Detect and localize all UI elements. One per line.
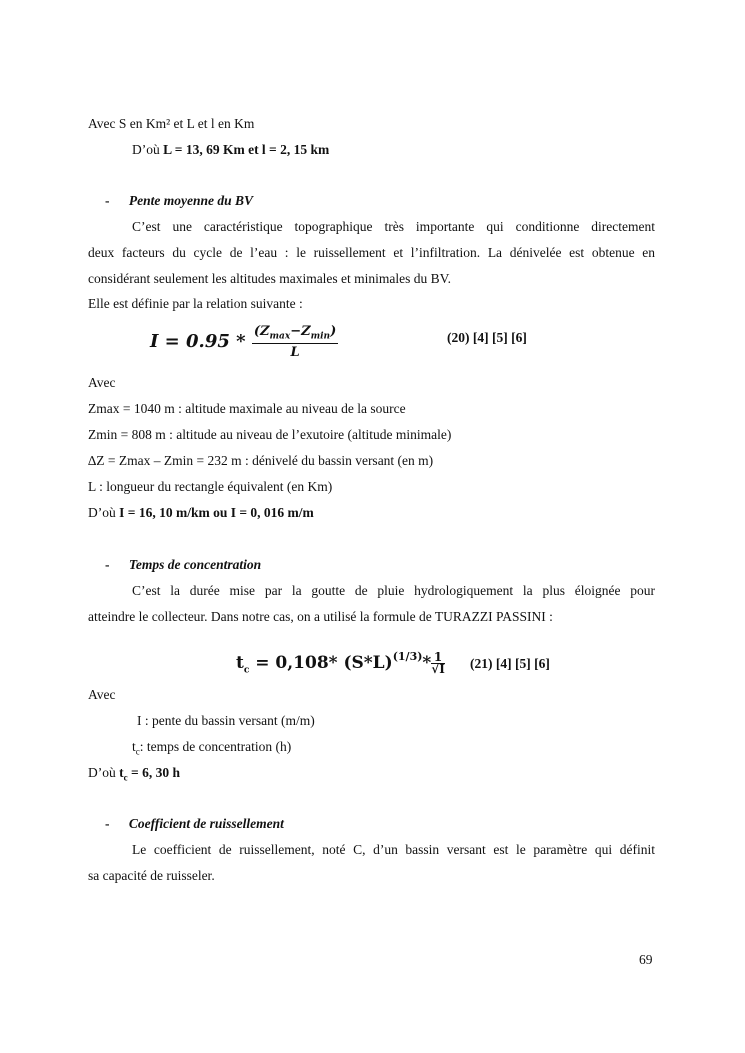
bullet: - bbox=[105, 816, 110, 831]
result-value: I = 16, 10 m/km ou I = 0, 016 m/m bbox=[119, 505, 314, 520]
equation-reference: (21) [4] [5] [6] bbox=[470, 656, 550, 671]
equation-main: = 0,108* (S*L) bbox=[249, 653, 393, 673]
paragraph-line: sa capacité de ruisseler. bbox=[88, 868, 215, 883]
bullet: - bbox=[105, 193, 110, 208]
definition-line: ∆Z = Zmax – Zmin = 232 m : dénivelé du bassin versant (en m) bbox=[88, 453, 434, 468]
equation-star: * bbox=[422, 653, 432, 673]
page-number: 69 bbox=[639, 952, 653, 967]
result-value: L = 13, 69 Km et l = 2, 15 km bbox=[163, 142, 330, 157]
result-prefix: D’où bbox=[88, 505, 116, 520]
paragraph-line: C’est la durée mise par la goutte de pluie hydrologiquement la plus éloignée pour bbox=[132, 583, 655, 598]
fraction-denominator: L bbox=[290, 344, 300, 360]
heading-text: Pente moyenne du BV bbox=[128, 193, 253, 208]
avec-label: Avec bbox=[88, 687, 116, 702]
equation-fraction: $\frac{1}{√I}$ bbox=[431, 650, 445, 676]
result-prefix: D’où bbox=[88, 765, 116, 780]
section-heading-runoff bbox=[105, 816, 284, 832]
paragraph-line: C’est une caractéristique topographique très importante qui conditionne directement bbox=[132, 219, 655, 234]
paragraph-line: considérant seulement les altitudes maximales et minimales du BV. bbox=[88, 271, 452, 286]
heading-text: Coefficient de ruissellement bbox=[128, 816, 284, 831]
result-concentration bbox=[88, 765, 180, 786]
result-value: $t_c = 6$, 30 h bbox=[119, 765, 180, 783]
paragraph-line: Le coefficient de ruissellement, noté C, d’un bassin versant est le paramètre qui définit bbox=[132, 842, 655, 857]
section-heading-slope bbox=[105, 193, 253, 209]
slope-equation bbox=[150, 324, 338, 360]
section-heading-concentration bbox=[105, 557, 261, 573]
equation-lhs: I = 0.95 * bbox=[150, 330, 246, 352]
equation-intro: Elle est définie par la relation suivante : bbox=[88, 296, 303, 311]
units-line: Avec S en Km² et L et l en Km bbox=[88, 116, 255, 131]
equation-reference: (20) [4] [5] [6] bbox=[447, 330, 527, 345]
definition-line: I : pente du bassin versant (m/m) bbox=[137, 713, 315, 728]
paragraph-line: deux facteurs du cycle de l’eau : le ruissellement et l’infiltration. La dénivelée est obtenue en bbox=[88, 245, 655, 260]
definition-line: $t_c$: temps de concentration (h) bbox=[132, 739, 292, 757]
equation-tc: $t_c$ bbox=[236, 653, 250, 676]
concentration-equation bbox=[236, 650, 445, 675]
avec-label: Avec bbox=[88, 375, 116, 390]
equation-exponent: (1/3) bbox=[392, 650, 423, 663]
paragraph-line: atteindre le collecteur. Dans notre cas, on a utilisé la formule de TURAZZI PASSINI : bbox=[88, 609, 553, 624]
equation-fraction bbox=[252, 324, 338, 360]
result-slope bbox=[88, 505, 314, 521]
definition-line: Zmin = 808 m : altitude au niveau de l’exutoire (altitude minimale) bbox=[88, 427, 452, 442]
result-prefix: D’où bbox=[132, 142, 160, 157]
definition-line: L : longueur du rectangle équivalent (en Km) bbox=[88, 479, 333, 494]
bullet: - bbox=[105, 557, 110, 572]
definition-line: Zmax = 1040 m : altitude maximale au niveau de la source bbox=[88, 401, 406, 416]
result-dimensions bbox=[132, 142, 329, 158]
fraction-numerator: $(Z_{max}-Z_{min})$ bbox=[253, 324, 337, 342]
heading-text: Temps de concentration bbox=[128, 557, 262, 572]
